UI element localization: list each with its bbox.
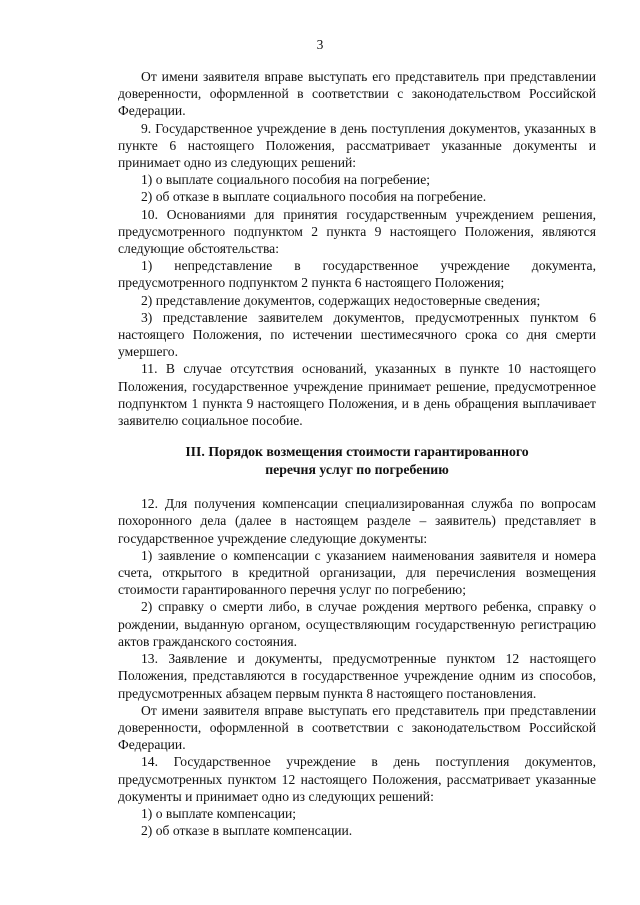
- list-item: 2) об отказе в выплате компенсации.: [141, 823, 353, 839]
- paragraph: 9. Государственное учреждение в день поступления документов, указанных в пункте 6 настоящего Положения, рассматривает указанные документы и принимает одно из следующих решений:: [118, 120, 596, 171]
- list-item: 1) заявление о компенсации с указанием наименования заявителя и номера счета, открытого в кредитной организации, для перечисления возмещения стоимости гарантированного перечня услуг по погребению;: [118, 547, 596, 598]
- page-number: 3: [316, 37, 324, 52]
- list-item: 1) о выплате социального пособия на погребение;: [141, 172, 430, 188]
- paragraph: От имени заявителя вправе выступать его представитель при представлении доверенности, оформленной в соответствии с законодательством Российской Федерации.: [118, 702, 596, 753]
- paragraph: 10. Основаниями для принятия государственным учреждением решения, предусмотренного подпунктом 2 пункта 9 настоящего Положения, являются следующие обстоятельства:: [118, 206, 596, 257]
- document-body: [118, 68, 596, 839]
- list-item: 2) представление документов, содержащих недостоверные сведения;: [141, 292, 541, 308]
- paragraph: От имени заявителя вправе выступать его представитель при представлении доверенности, оформленной в соответствии с законодательством Российской Федерации.: [118, 69, 596, 119]
- paragraph: 14. Государственное учреждение в день поступления документов, предусмотренных пунктом 12 настоящего Положения, рассматривает указанные документы и принимает одно из следующих решений:: [118, 754, 596, 804]
- paragraph: 11. В случае отсутствия оснований, указанных в пункте 10 настоящего Положения, государственное учреждение принимает решение, предусмотренное подпунктом 1 пункта 9 настоящего Положения, и в день обращения выплачивает заявителю социальное пособие.: [118, 361, 596, 429]
- list-item: 3) представление заявителем документов, предусмотренных пунктом 6 настоящего Положения, по истечении шестимесячного срока со дня смерти умершего.: [118, 309, 596, 360]
- section-heading-line: перечня услуг по погребению: [265, 461, 449, 477]
- paragraph: 12. Для получения компенсации специализированная служба по вопросам похоронного дела (далее в настоящем разделе – заявитель) представляет в государственное учреждение следующие документы:: [118, 496, 596, 546]
- section-heading: [118, 443, 596, 478]
- paragraph: 13. Заявление и документы, предусмотренные пунктом 12 настоящего Положения, представляются в государственное учреждение одним из способов, предусмотренных абзацем первым пункта 8 настоящего постановления.: [118, 651, 596, 701]
- list-item: 1) непредставление в государственное учреждение документа, предусмотренного подпунктом 2 пункта 6 настоящего Положения;: [118, 258, 596, 291]
- list-item: 1) о выплате компенсации;: [141, 805, 297, 821]
- list-item: 2) справку о смерти либо, в случае рождения мертвого ребенка, справку о рождении, выданную органом, осуществляющим государственную регистрацию актов гражданского состояния.: [118, 599, 596, 649]
- list-item: 2) об отказе в выплате социального пособия на погребение.: [141, 189, 487, 205]
- section-heading-line: III. Порядок возмещения стоимости гарантированного: [185, 444, 529, 460]
